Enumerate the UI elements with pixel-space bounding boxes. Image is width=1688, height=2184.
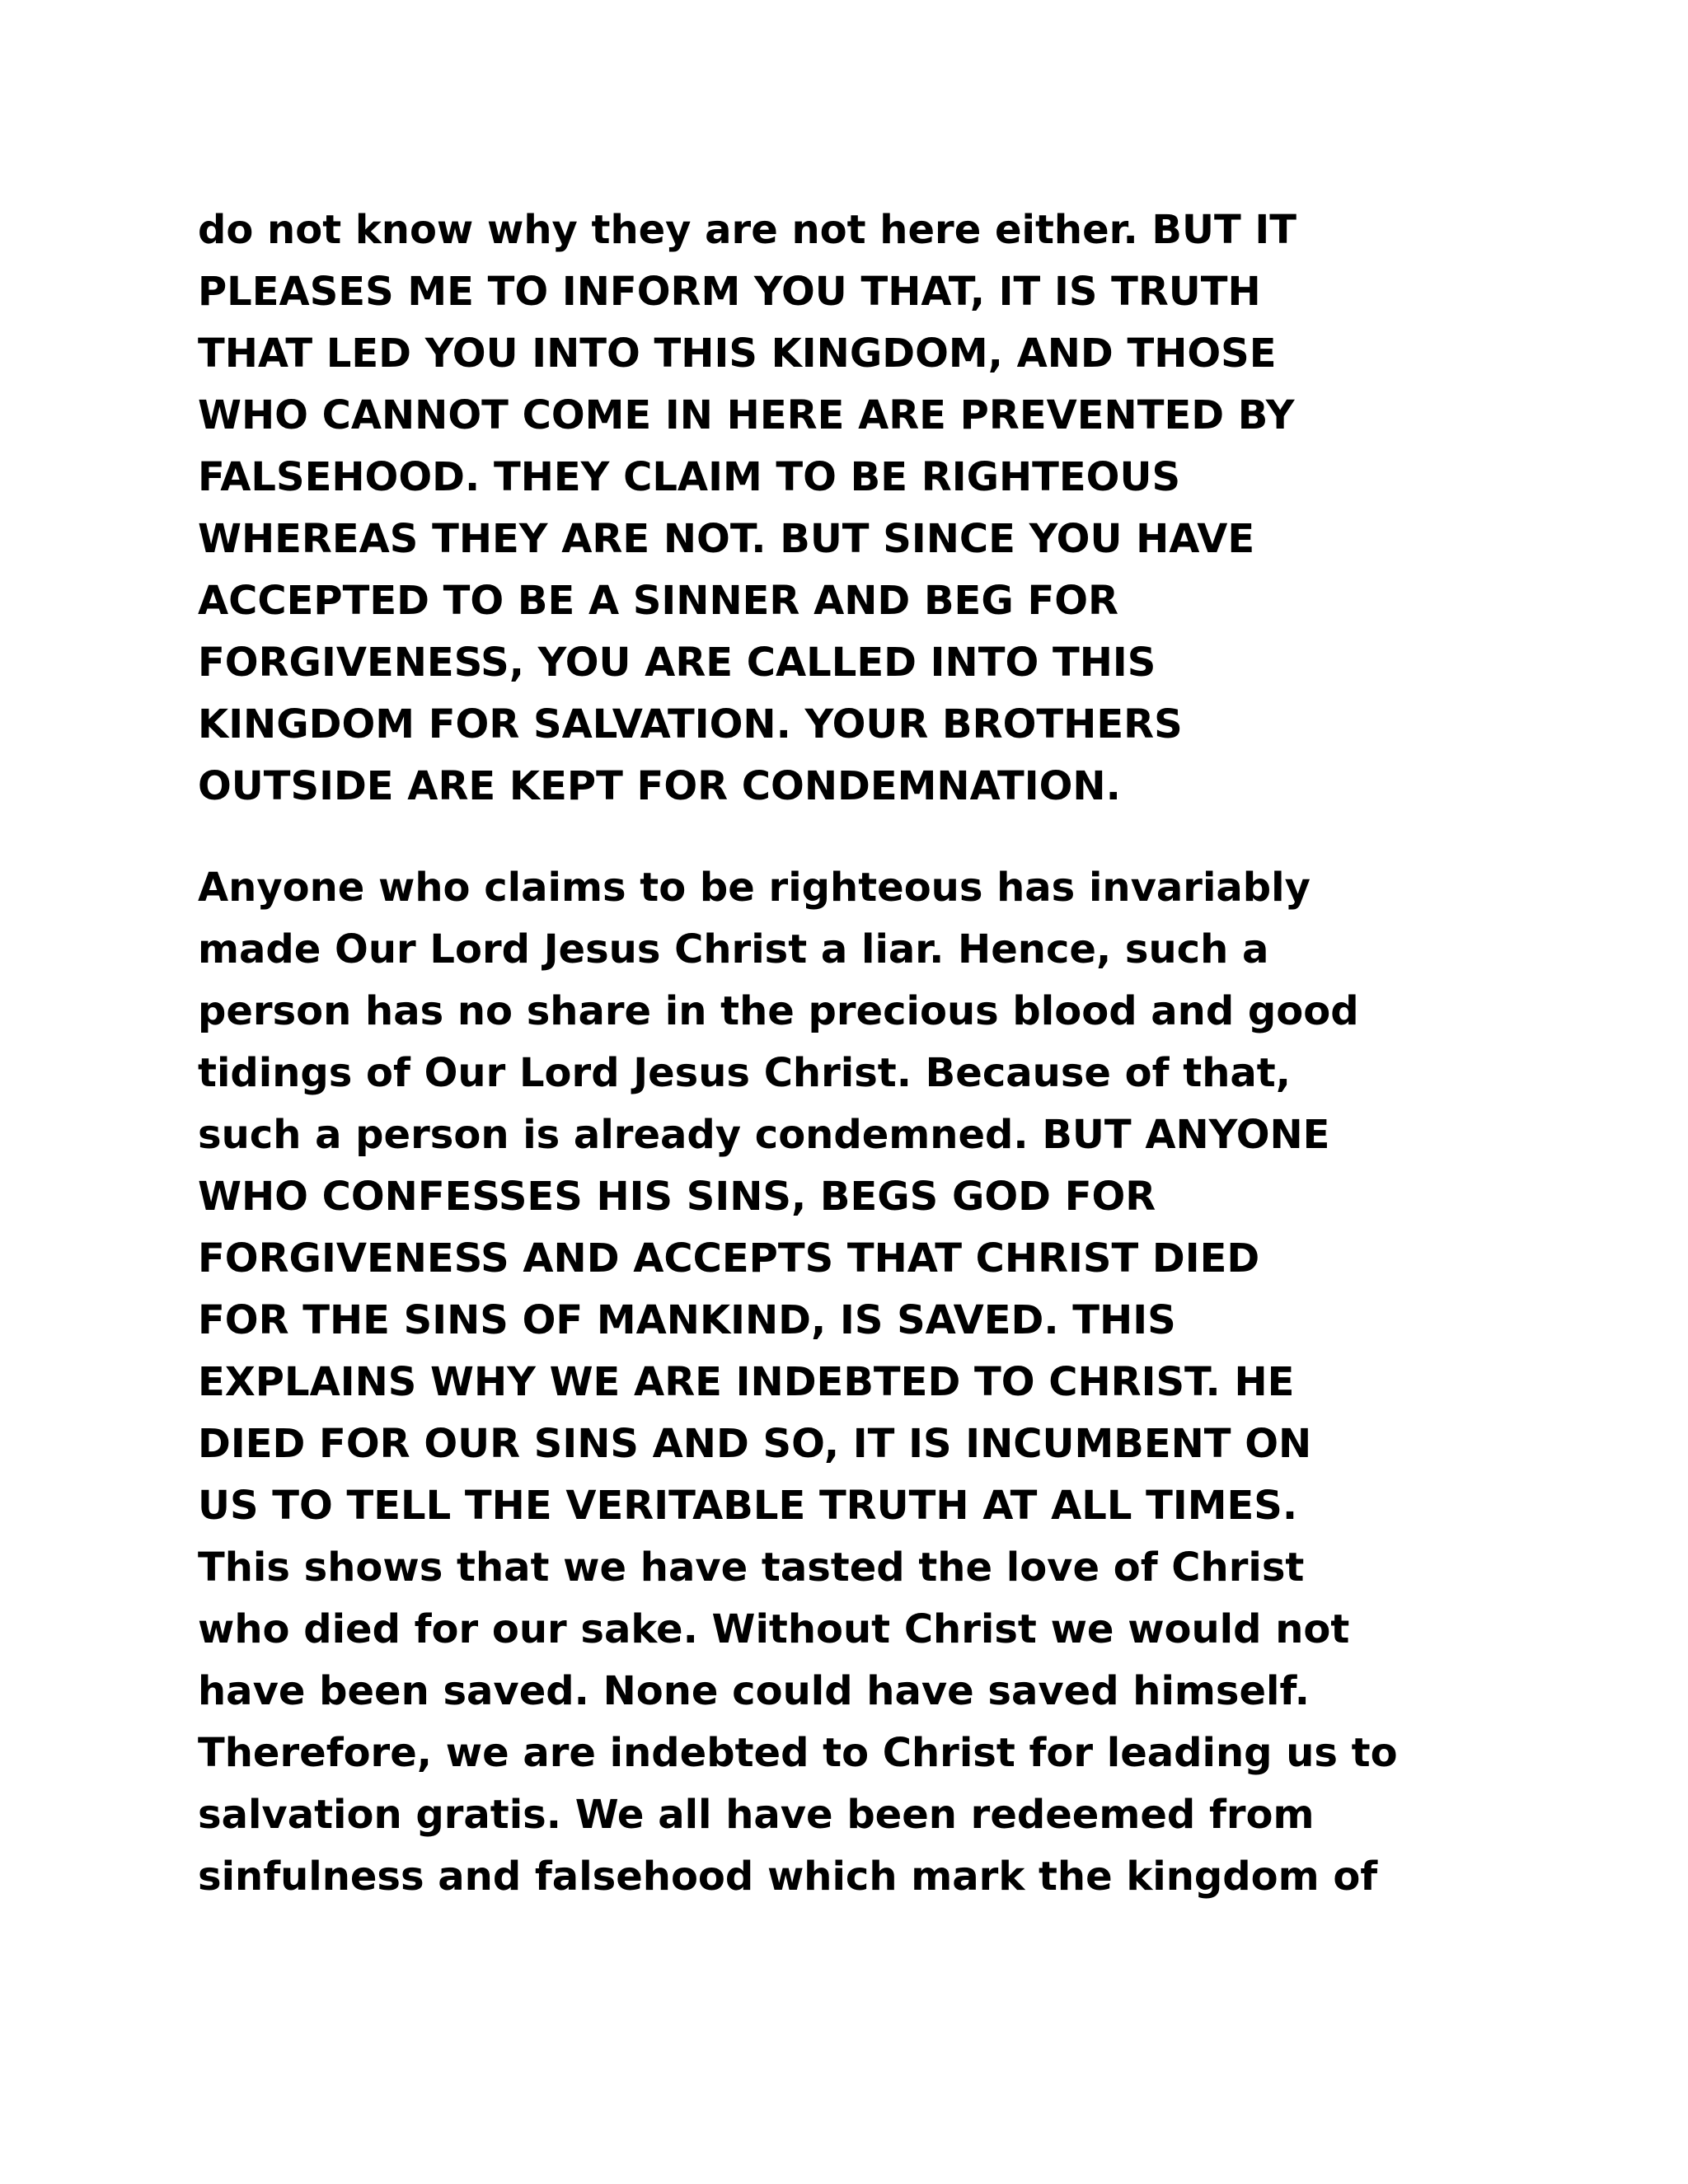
- text-line: DIED FOR OUR SINS AND SO, IT IS INCUMBENT ON: [198, 1421, 1312, 1467]
- paragraph-2: [198, 857, 1550, 1908]
- text-line: WHO CANNOT COME IN HERE ARE PREVENTED BY: [198, 392, 1295, 438]
- text-line: US TO TELL THE VERITABLE TRUTH AT ALL TIMES.: [198, 1483, 1298, 1529]
- text-line: salvation gratis. We all have been redeemed from: [198, 1792, 1315, 1838]
- text-line: EXPLAINS WHY WE ARE INDEBTED TO CHRIST. HE: [198, 1359, 1295, 1405]
- text-line: person has no share in the precious blood and good: [198, 988, 1359, 1034]
- text-line: ACCEPTED TO BE A SINNER AND BEG FOR: [198, 578, 1119, 624]
- text-line: WHEREAS THEY ARE NOT. BUT SINCE YOU HAVE: [198, 516, 1255, 562]
- text-line: WHO CONFESSES HIS SINS, BEGS GOD FOR: [198, 1174, 1156, 1220]
- text-line: Therefore, we are indebted to Christ for leading us to: [198, 1730, 1398, 1776]
- text-line: do not know why they are not here either. BUT IT: [198, 207, 1297, 253]
- text-line: sinfulness and falsehood which mark the kingdom of: [198, 1854, 1378, 1900]
- text-line: KINGDOM FOR SALVATION. YOUR BROTHERS: [198, 701, 1183, 748]
- text-line: have been saved. None could have saved himself.: [198, 1668, 1310, 1714]
- text-line: PLEASES ME TO INFORM YOU THAT, IT IS TRUTH: [198, 269, 1261, 315]
- text-line: made Our Lord Jesus Christ a liar. Hence, such a: [198, 926, 1269, 972]
- text-line: tidings of Our Lord Jesus Christ. Because of that,: [198, 1050, 1291, 1096]
- text-line: FORGIVENESS, YOU ARE CALLED INTO THIS: [198, 640, 1156, 686]
- text-line: THAT LED YOU INTO THIS KINGDOM, AND THOSE: [198, 330, 1277, 377]
- text-line: FOR THE SINS OF MANKIND, IS SAVED. THIS: [198, 1297, 1176, 1343]
- text-line: FALSEHOOD. THEY CLAIM TO BE RIGHTEOUS: [198, 454, 1181, 500]
- text-line: who died for our sake. Without Christ we would not: [198, 1606, 1350, 1652]
- text-line: Anyone who claims to be righteous has invariably: [198, 865, 1311, 911]
- text-line: such a person is already condemned. BUT ANYONE: [198, 1112, 1330, 1158]
- text-line: FORGIVENESS AND ACCEPTS THAT CHRIST DIED: [198, 1235, 1260, 1282]
- text-line: This shows that we have tasted the love of Christ: [198, 1544, 1305, 1591]
- text-line: OUTSIDE ARE KEPT FOR CONDEMNATION.: [198, 763, 1121, 809]
- paragraph-1: [198, 199, 1550, 818]
